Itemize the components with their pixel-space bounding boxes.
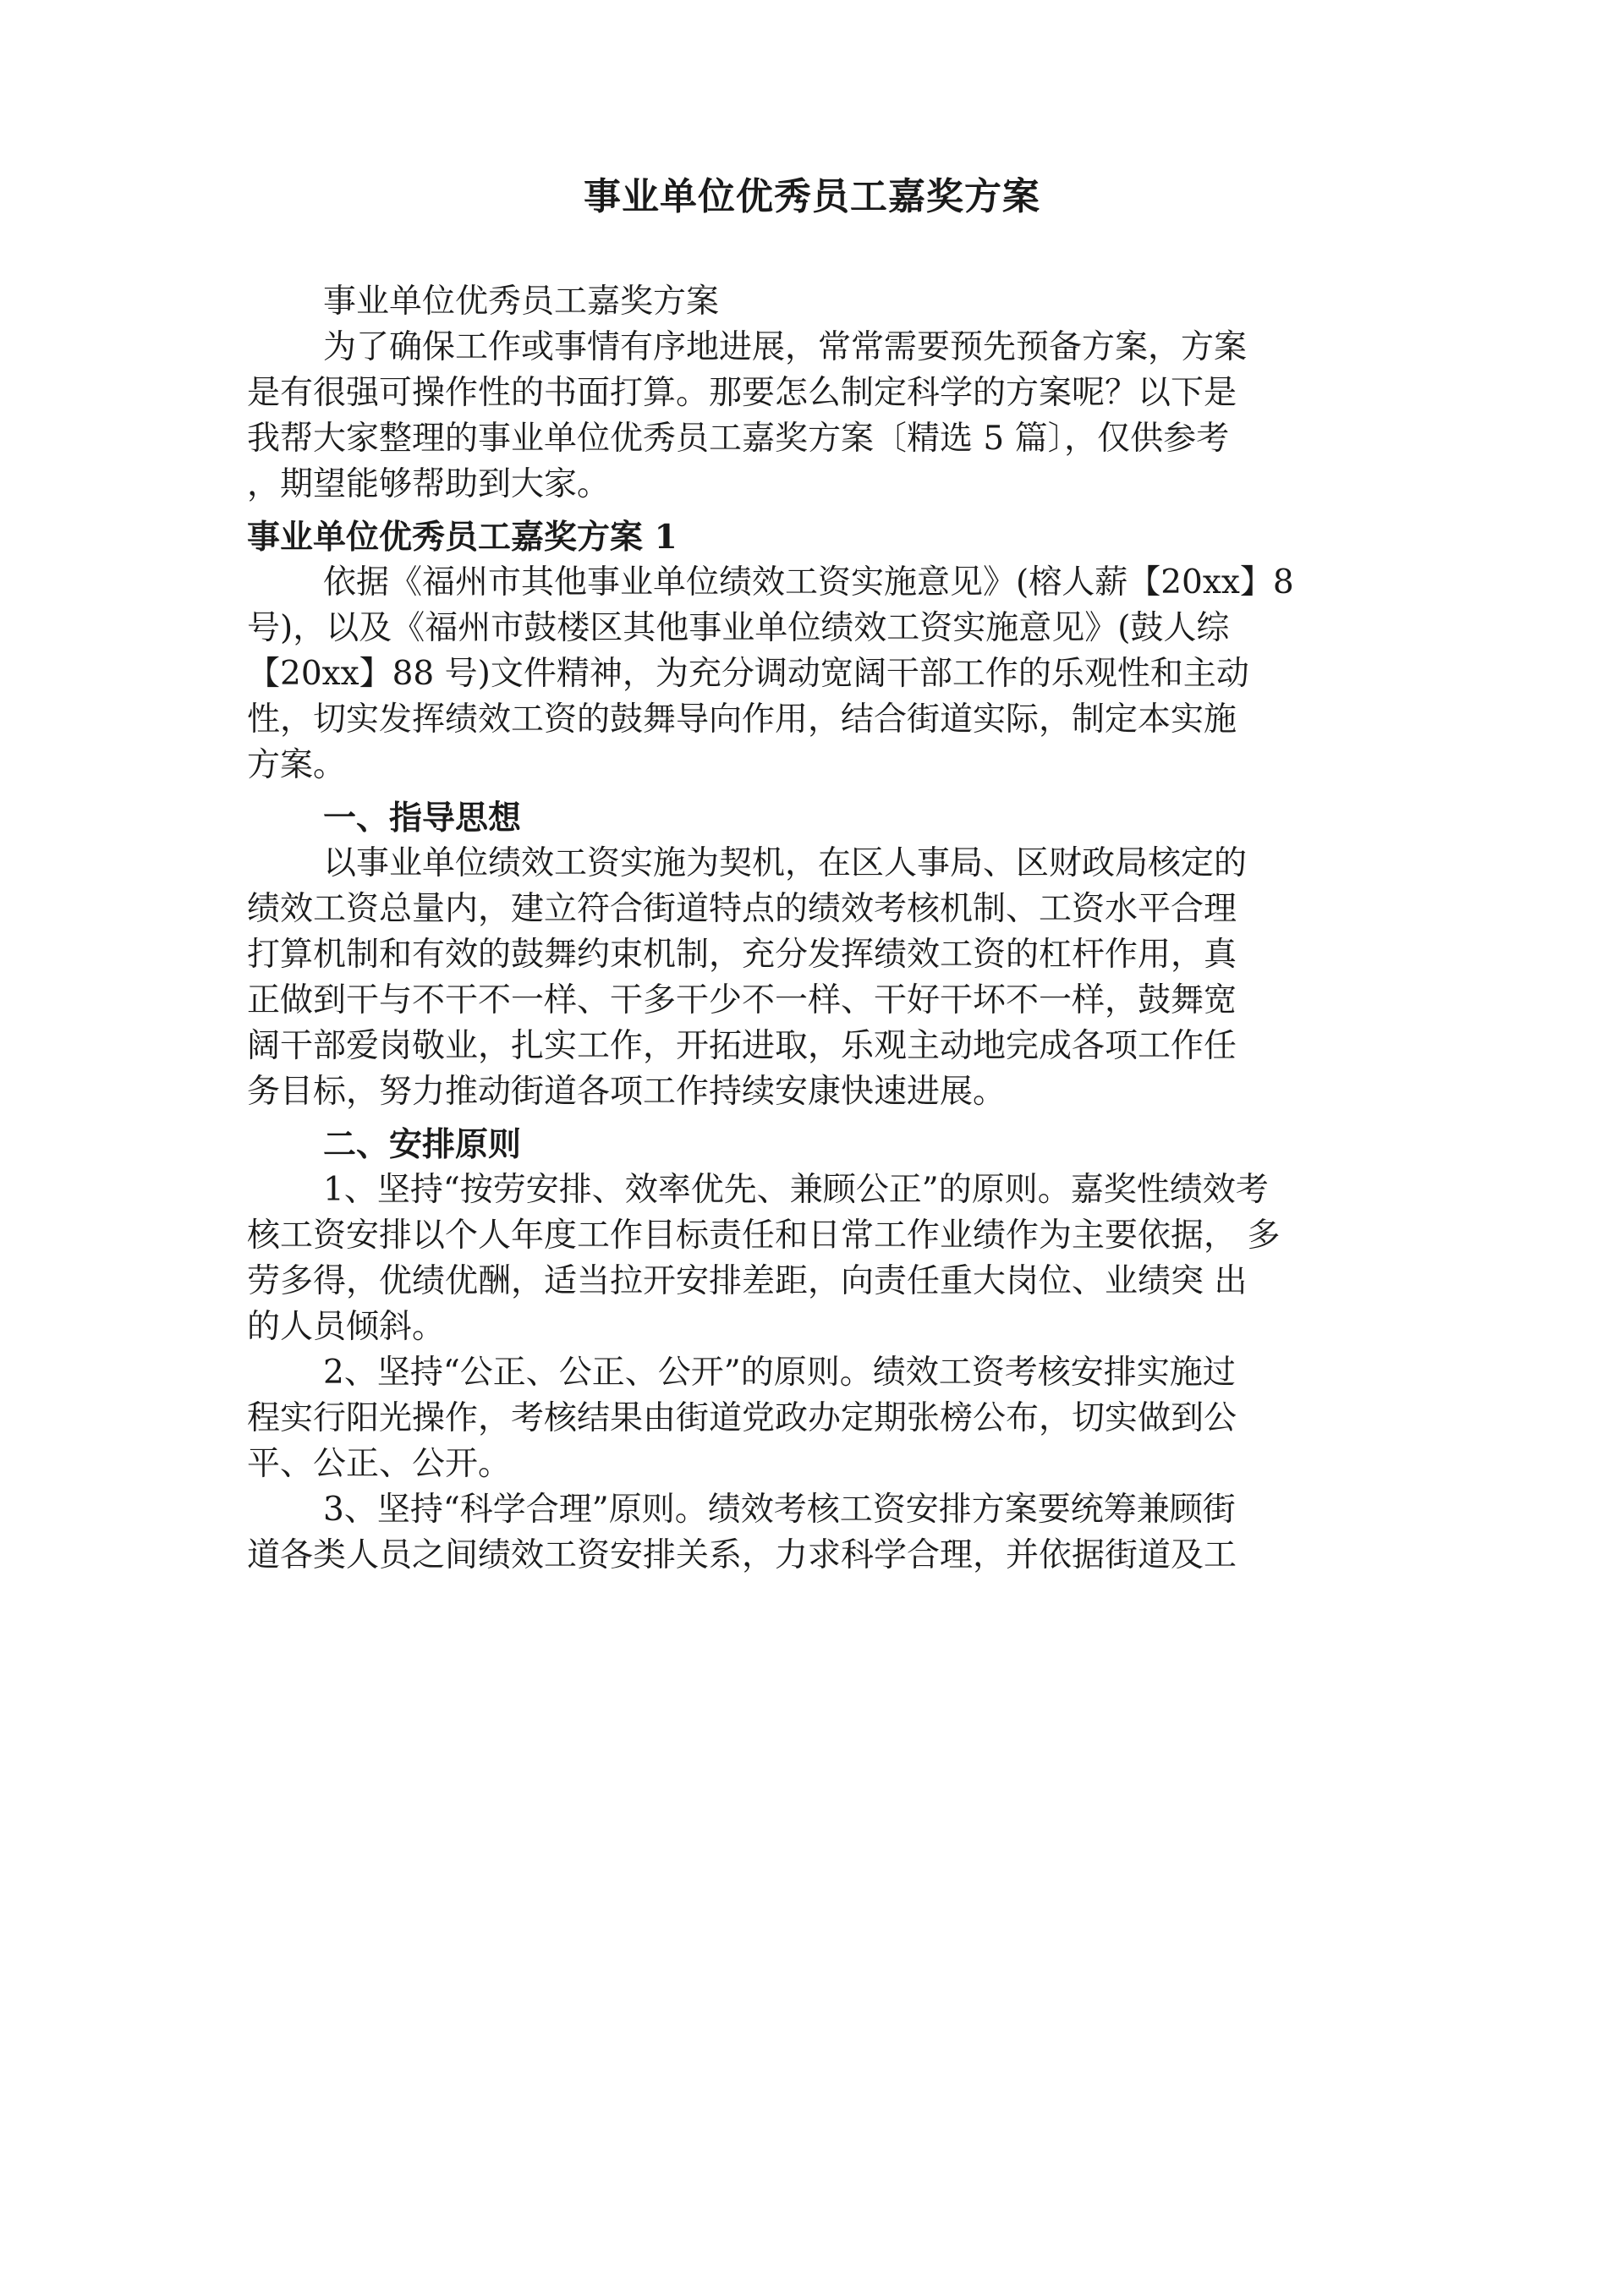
paragraph-line: 程实行阳光操作，考核结果由街道党政办定期张榜公布，切实做到公 xyxy=(247,1399,1237,1437)
intro-line: 事业单位优秀员工嘉奖方案 xyxy=(323,283,720,321)
paragraph-line: 依据《福州市其他事业单位绩效工资实施意见》(榕人薪【20xx】8 xyxy=(323,563,1294,601)
part-heading: 二、安排原则 xyxy=(323,1125,522,1164)
paragraph-line: 劳多得，优绩优酬，适当拉开安排差距，向责任重大岗位、业绩突 出 xyxy=(247,1262,1248,1300)
paragraph-line: 道各类人员之间绩效工资安排关系，力求科学合理，并依据街道及工 xyxy=(247,1536,1237,1574)
section-heading: 事业单位优秀员工嘉奖方案 1 xyxy=(247,518,678,557)
paragraph-line: 务目标，努力推动街道各项工作持续安康快速进展。 xyxy=(247,1073,1007,1111)
paragraph-line: 性，切实发挥绩效工资的鼓舞导向作用，结合街道实际，制定本实施 xyxy=(247,700,1237,739)
paragraph-line: 3、坚持“科学合理”原则。绩效考核工资安排方案要统筹兼顾街 xyxy=(323,1491,1236,1529)
document-title: 事业单位优秀员工嘉奖方案 xyxy=(584,175,1040,218)
paragraph-line: 【20xx】88 号)文件精神，为充分调动宽阔干部工作的乐观性和主动 xyxy=(247,655,1249,693)
intro-line: 我帮大家整理的事业单位优秀员工嘉奖方案〔精选 5 篇〕，仅供参考 xyxy=(247,420,1230,458)
intro-line: 为了确保工作或事情有序地进展，常常需要预先预备方案，方案 xyxy=(323,328,1248,366)
paragraph-line: 方案。 xyxy=(247,746,347,784)
paragraph-line: 的人员倾斜。 xyxy=(247,1308,446,1346)
paragraph-line: 正做到干与不干不一样、干多干少不一样、干好干坏不一样，鼓舞宽 xyxy=(247,981,1237,1019)
part-heading: 一、指导思想 xyxy=(323,799,522,838)
paragraph-line: 核工资安排以个人年度工作目标责任和日常工作业绩作为主要依据， 多 xyxy=(247,1217,1281,1255)
intro-line: 是有很强可操作性的书面打算。那要怎么制定科学的方案呢？以下是 xyxy=(247,374,1237,412)
paragraph-line: 1、坚持“按劳安排、效率优先、兼顾公正”的原则。嘉奖性绩效考 xyxy=(323,1171,1269,1209)
document-body xyxy=(247,279,1406,1579)
paragraph-line: 阔干部爱岗敬业，扎实工作，开拓进取，乐观主动地完成各项工作任 xyxy=(247,1027,1237,1065)
intro-line: ，期望能够帮助到大家。 xyxy=(247,465,611,503)
paragraph-line: 2、坚持“公正、公正、公开”的原则。绩效工资考核安排实施过 xyxy=(323,1354,1236,1392)
paragraph-line: 绩效工资总量内，建立符合街道特点的绩效考核机制、工资水平合理 xyxy=(247,890,1237,928)
paragraph-line: 打算机制和有效的鼓舞约束机制，充分发挥绩效工资的杠杆作用，真 xyxy=(247,936,1237,974)
paragraph-line: 号)，以及《福州市鼓楼区其他事业单位绩效工资实施意见》(鼓人综 xyxy=(247,609,1230,647)
paragraph-line: 以事业单位绩效工资实施为契机，在区人事局、区财政局核定的 xyxy=(323,844,1248,882)
paragraph-line: 平、公正、公开。 xyxy=(247,1445,512,1483)
